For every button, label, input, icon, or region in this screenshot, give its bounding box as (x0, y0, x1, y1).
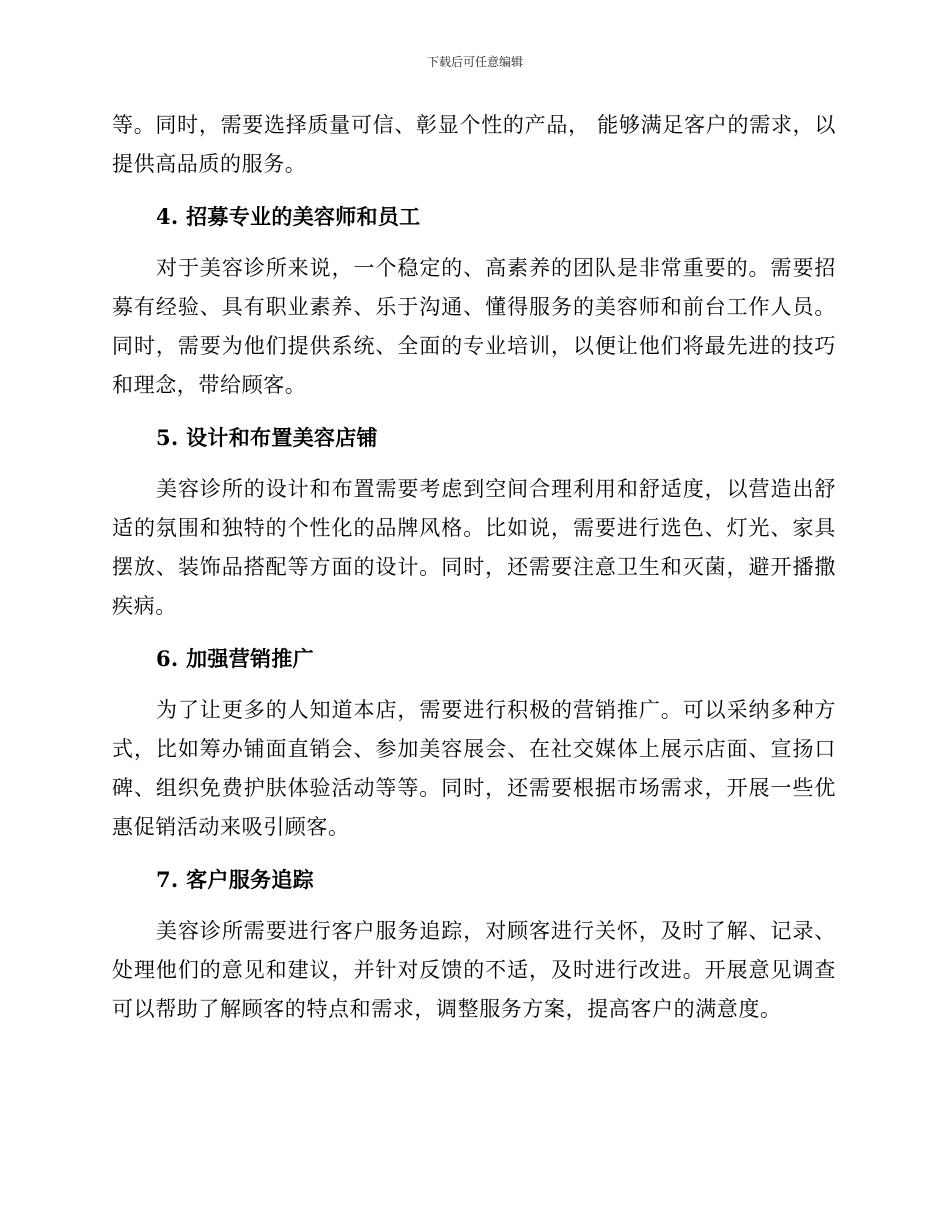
document-body (112, 106, 836, 1029)
section-paragraph: 为了让更多的人知道本店，需要进行积极的营销推广。可以采纳多种方式，比如筹办铺面直销会、参加美容展会、在社交媒体上展示店面、宣扬口碑、组织免费护肤体验活动等等。同时，还需要根据市场需求，开展一些优惠促销活动来吸引顾客。 (112, 698, 836, 839)
section-5 (112, 418, 836, 626)
section-heading: 7. 客户服务追踪 (156, 867, 314, 892)
section-paragraph: 美容诊所的设计和布置需要考虑到空间合理利用和舒适度，以营造出舒适的氛围和独特的个性化的品牌风格。比如说，需要进行选色、灯光、家具摆放、装饰品搭配等方面的设计。同时，还需要注意卫生和灭菌，避开播撒疾病。 (112, 477, 836, 618)
section-paragraph: 美容诊所需要进行客户服务追踪，对顾客进行关怀，及时了解、记录、处理他们的意见和建议，并针对反馈的不适，及时进行改进。开展意见调查可以帮助了解顾客的特点和需求，调整服务方案，提高客户的满意度。 (112, 919, 836, 1021)
section-heading: 6. 加强营销推广 (156, 646, 314, 671)
page-header: 下载后可任意编辑 (426, 55, 523, 69)
section-7 (112, 860, 836, 1029)
section-paragraph: 对于美容诊所来说，一个稳定的、高素养的团队是非常重要的。需要招募有经验、具有职业素养、乐于沟通、懂得服务的美容师和前台工作人员。同时，需要为他们提供系统、全面的专业培训，以便让他们将最先进的技巧和理念，带给顾客。 (112, 256, 836, 397)
section-heading: 4. 招募专业的美容师和员工 (156, 204, 421, 229)
section-6 (112, 639, 836, 847)
intro-paragraph: 等。同时，需要选择质量可信、彰显个性的产品， 能够满足客户的需求，以提供高品质的服务。 (112, 113, 836, 176)
section-heading: 5. 设计和布置美容店铺 (156, 425, 378, 450)
section-4 (112, 197, 836, 405)
